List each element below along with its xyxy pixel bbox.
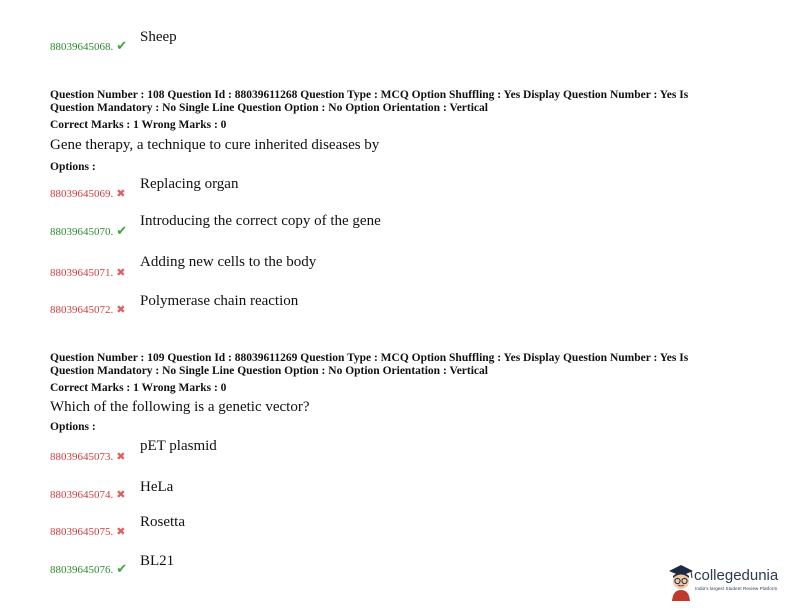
cross-icon: ✖ [116,188,126,200]
option-row [50,184,125,202]
option-text: Adding new cells to the body [140,254,317,270]
collegedunia-logo [667,563,787,603]
option-row [50,222,127,240]
option-id: 88039645068. [50,41,114,53]
question-text: Gene therapy, a technique to cure inherited diseases by [50,137,380,153]
option-id: 88039645076. [50,564,114,576]
logo-tagline: India's largest Student Review Platform [695,586,778,591]
option-text: HeLa [140,479,174,495]
option-text: Replacing organ [140,176,239,192]
cross-icon: ✖ [116,526,126,538]
option-row [50,522,125,540]
option-text: BL21 [140,553,175,569]
option-text: pET plasmid [140,438,217,454]
option-row [50,485,125,503]
option-id: 88039645074. [50,489,114,501]
option-id: 88039645075. [50,526,114,538]
option-row [50,447,125,465]
question-meta [50,89,688,115]
option-id: 88039645070. [50,226,114,238]
question-meta [50,352,688,378]
option-id: 88039645071. [50,267,114,279]
question-meta-line: Question Mandatory : No Single Line Question Option : No Option Orientation : Vertical [50,365,488,377]
options-label: Options : [50,421,96,433]
check-icon: ✔ [116,223,128,238]
cross-icon: ✖ [116,451,126,463]
option-text: Sheep [140,29,177,45]
option-id: 88039645072. [50,304,114,316]
option-text: Rosetta [140,514,185,530]
question-meta-line: Question Mandatory : No Single Line Question Option : No Option Orientation : Vertical [50,102,488,114]
cross-icon: ✖ [116,489,126,501]
question-marks: Correct Marks : 1 Wrong Marks : 0 [50,382,227,394]
option-id: 88039645069. [50,188,114,200]
question-meta-line: Question Number : 109 Question Id : 88039611269 Question Type : MCQ Option Shuffling : Yes Display Question Number : Yes Is [50,352,689,364]
question-marks: Correct Marks : 1 Wrong Marks : 0 [50,119,227,131]
option-row [50,560,127,578]
question-meta-line: Question Number : 108 Question Id : 88039611268 Question Type : MCQ Option Shuffling : Yes Display Question Number : Yes Is [50,89,689,101]
option-text: Polymerase chain reaction [140,293,299,309]
check-icon: ✔ [116,561,128,576]
question-text: Which of the following is a genetic vector? [50,399,310,415]
cross-icon: ✖ [116,304,126,316]
logo-wordmark: collegedunia [694,567,779,584]
option-row [50,300,125,318]
cross-icon: ✖ [116,267,126,279]
option-row [50,37,127,55]
option-id: 88039645073. [50,451,114,463]
mascot-icon [667,563,695,601]
check-icon: ✔ [116,38,128,53]
options-label: Options : [50,161,96,173]
option-text: Introducing the correct copy of the gene [140,213,381,229]
option-row [50,263,125,281]
